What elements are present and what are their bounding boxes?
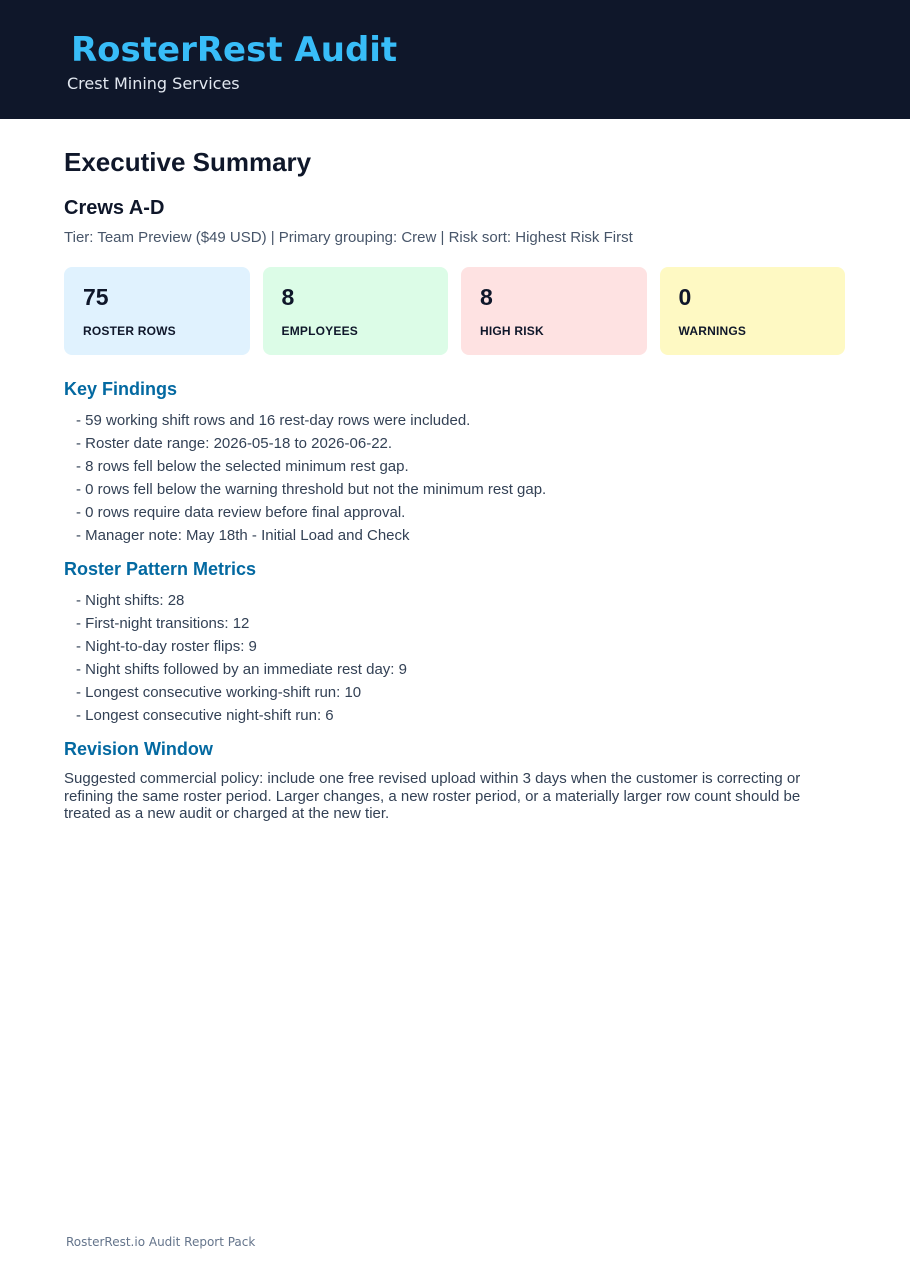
card-high-risk: [461, 267, 647, 355]
card-value: 75: [83, 284, 109, 310]
card-warnings: [660, 267, 846, 355]
list-item: - First-night transitions: 12: [76, 615, 250, 632]
list-item: - Manager note: May 18th - Initial Load and Check: [76, 527, 410, 544]
card-label: ROSTER ROWS: [83, 324, 176, 338]
page-title: Executive Summary: [64, 147, 312, 177]
summary-cards: [64, 267, 845, 355]
card-value: 0: [678, 284, 692, 310]
card-label: EMPLOYEES: [281, 324, 358, 338]
card-label: WARNINGS: [678, 324, 747, 338]
list-item: - Night shifts: 28: [76, 592, 185, 609]
list-item: - 0 rows require data review before final approval.: [76, 504, 406, 521]
key-findings-list: [64, 409, 845, 547]
report-body: [64, 146, 845, 823]
revision-window-text: Suggested commercial policy: include one free revised upload within 3 days when the customer is correcting or refining the same roster period. Larger changes, a new roster period, or a materially larger row count should be treated as a new audit or charged at the new tier.: [64, 770, 801, 822]
card-label: HIGH RISK: [480, 324, 544, 338]
list-item: - Roster date range: 2026-05-18 to 2026-06-22.: [76, 435, 393, 452]
key-findings-heading: Key Findings: [64, 379, 178, 399]
report-header: [0, 0, 910, 119]
company-name: Crest Mining Services: [67, 74, 240, 93]
report-meta: Tier: Team Preview ($49 USD) | Primary grouping: Crew | Risk sort: Highest Risk First: [64, 229, 633, 246]
list-item: - Longest consecutive working-shift run: 10: [76, 684, 362, 701]
list-item: - 8 rows fell below the selected minimum rest gap.: [76, 458, 409, 475]
card-employees: [263, 267, 449, 355]
list-item: - 0 rows fell below the warning threshold but not the minimum rest gap.: [76, 481, 547, 498]
list-item: - 59 working shift rows and 16 rest-day rows were included.: [76, 412, 471, 429]
card-value: 8: [480, 284, 493, 310]
list-item: - Longest consecutive night-shift run: 6: [76, 707, 334, 724]
list-item: - Night-to-day roster flips: 9: [76, 638, 257, 655]
pattern-metrics-list: [64, 589, 845, 727]
report-title: RosterRest Audit: [71, 30, 398, 70]
pattern-metrics-heading: Roster Pattern Metrics: [64, 559, 257, 579]
card-value: 8: [281, 284, 295, 310]
revision-window-heading: Revision Window: [64, 739, 213, 759]
footer-text: RosterRest.io Audit Report Pack: [66, 1235, 256, 1249]
card-roster-rows: [64, 267, 250, 355]
list-item: - Night shifts followed by an immediate rest day: 9: [76, 661, 407, 678]
roster-subtitle: Crews A-D: [64, 197, 165, 219]
